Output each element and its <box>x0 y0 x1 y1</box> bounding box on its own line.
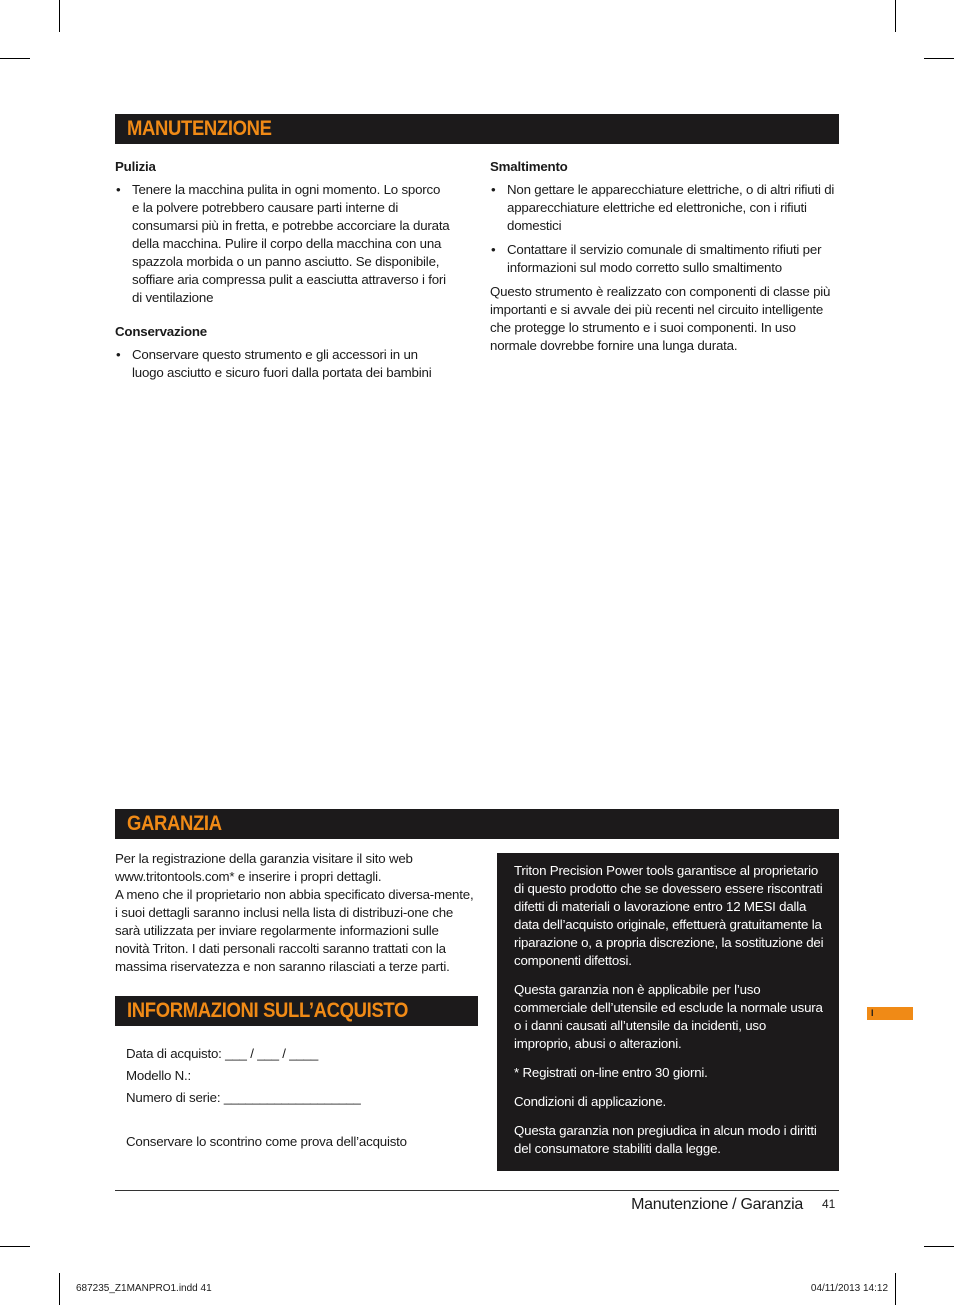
crop-mark <box>924 1246 954 1247</box>
warranty-paragraph: Condizioni di applicazione. <box>514 1094 667 1109</box>
warranty-registration-text: Per la registrazione della garanzia visitare il sito web www.tritontools.com* e inserire i propri dettagli. <box>115 851 413 884</box>
disposal-list <box>490 181 840 277</box>
list-item: • Non gettare le apparecchiature elettriche, o di altri rifiuti di apparecchiature elettriche ed elettroniche, con i rifiuti domestici <box>490 181 840 235</box>
storage-list <box>115 346 450 382</box>
warranty-paragraph: * Registrati on-line entro 30 giorni. <box>514 1065 708 1080</box>
disposal-paragraph: Questo strumento è realizzato con componenti di classe più importanti e si avvale dei più recenti nel circuito intelligente che protegge lo strumento e i suoi componenti. In uso normale dovrebbe fornire una lunga durata. <box>490 284 831 353</box>
purchase-title: INFORMAZIONI SULL’ACQUISTO <box>127 999 409 1022</box>
footer-divider <box>115 1190 839 1191</box>
purchase-info <box>126 1043 407 1153</box>
crop-mark <box>924 58 954 59</box>
purchase-serial-field: Numero di serie: ___________________ <box>126 1090 361 1105</box>
footer-title: Manutenzione / Garanzia <box>631 1196 803 1213</box>
crop-mark <box>0 58 30 59</box>
crop-mark <box>895 0 896 32</box>
crop-mark <box>59 0 60 32</box>
purchase-date-field: Data di acquisto: ___ / ___ / ____ <box>126 1046 319 1061</box>
storage-heading: Conservazione <box>115 324 207 339</box>
cleaning-heading: Pulizia <box>115 159 156 174</box>
purchase-model-field: Modello N.: <box>126 1068 192 1083</box>
warranty-title: GARANZIA <box>127 812 222 835</box>
disposal-heading: Smaltimento <box>490 159 568 174</box>
warranty-paragraph: Triton Precision Power tools garantisce al proprietario di questo prodotto che se dovessero essere riscontrati difetti di materiali o lavorazione entro 12 MESI dalla data dell’acquisto originale, effettuerà gratuitamente la riparazione o, a propria discrezione, la sostituzione dei componenti difettosi. <box>514 863 824 968</box>
warranty-paragraph: Questa garanzia non è applicabile per l’uso commerciale dell’utensile ed esclude la normale usura o i danni causati all’utensile da incidenti, uso improprio, abusi o alterazioni. <box>514 982 823 1051</box>
crop-mark <box>59 1273 60 1305</box>
warranty-section-header <box>115 809 839 839</box>
cleaning-list <box>115 181 450 307</box>
purchase-keep-receipt: Conservare lo scontrino come prova dell’acquisto <box>126 1134 407 1149</box>
warranty-paragraph: Questa garanzia non pregiudica in alcun modo i diritti del consumatore stabiliti dalla legge. <box>514 1123 817 1156</box>
slug-file: 687235_Z1MANPRO1.indd 41 <box>76 1283 212 1294</box>
maintenance-title: MANUTENZIONE <box>127 117 272 140</box>
maintenance-left-column <box>115 158 450 398</box>
warranty-terms-box <box>497 853 839 1171</box>
page-number: 41 <box>822 1197 836 1211</box>
list-item: • Conservare questo strumento e gli accessori in un luogo asciutto e sicuro fuori dalla portata dei bambini <box>115 346 450 382</box>
maintenance-right-column <box>490 158 840 355</box>
language-side-tab: I <box>867 1007 913 1020</box>
list-item: • Tenere la macchina pulita in ogni momento. Lo sporco e la polvere potrebbero causare parti interne di consumarsi più in fretta, e potrebbe accorciare la durata della macchina. Pulire il corpo della macchina con una spazzola morbida o un panno asciutto. Se disponibile, soffiare aria compressa pulit a easciutta attraverso i fori di ventilazione <box>115 181 450 307</box>
maintenance-section-header <box>115 114 839 144</box>
warranty-left-column <box>115 850 475 976</box>
warranty-privacy-text: A meno che il proprietario non abbia specificato diversa-mente, i suoi dettagli saranno inclusi nella lista di distribuzi-one che sarà utilizzata per inviare regolarmente informazioni sulle novità Triton. I dati personali raccolti saranno trattati con la massima riservatezza e non saranno rilasciati a terze parti. <box>115 887 474 974</box>
slug-datetime: 04/11/2013 14:12 <box>810 1283 888 1294</box>
crop-mark <box>0 1246 30 1247</box>
crop-mark <box>895 1273 896 1305</box>
list-item: • Contattare il servizio comunale di smaltimento rifiuti per informazioni sul modo corretto sullo smaltimento <box>490 241 840 277</box>
purchase-section-header <box>115 996 478 1026</box>
